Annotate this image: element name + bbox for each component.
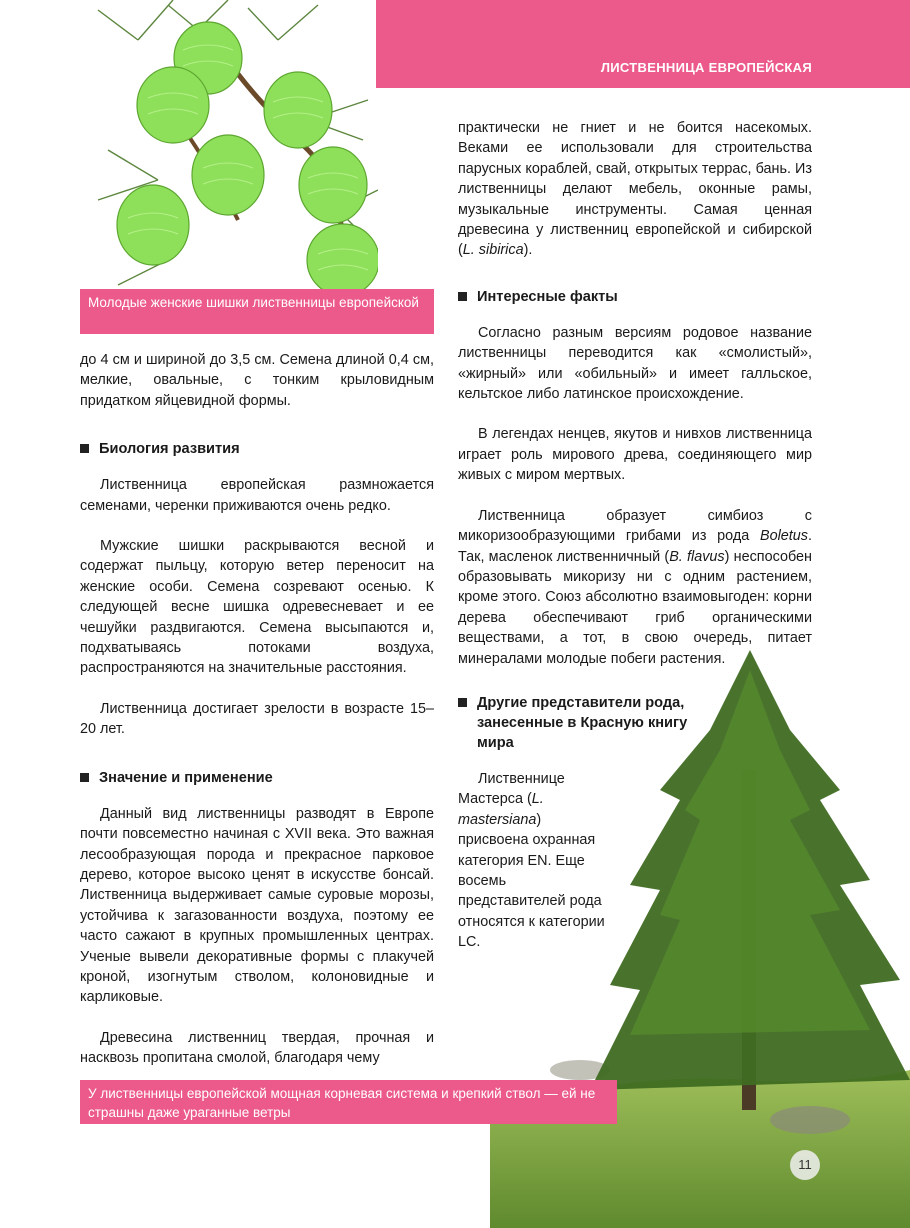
biology-paragraph-3: Лиственница достигает зрелости в возрасте 15–20 лет.	[80, 700, 434, 738]
latin-name: B. flavus	[669, 548, 725, 565]
heading-biology-text: Биология развития	[99, 441, 240, 458]
left-column	[80, 350, 434, 1069]
facts-paragraph-3: Лиственница образует симбиоз с микоризообразующими грибами из рода Boletus. Так, масленок лиственничный (B. flavus) неспособен образовывать микоризу ни с одним растением, кроме этого. Союз абсолютно взаимовыгоден: корни дерева обеспечивают гриб органическими веществами, а тот, в свою очередь, питает минералами молодые побеги растения.	[458, 507, 812, 667]
biology-paragraph-1: Лиственница европейская размножается семенами, черенки приживаются очень редко.	[80, 477, 434, 514]
heading-relatives	[458, 693, 688, 753]
photo-caption-tree: У лиственницы европейской мощная корневая система и крепкий ствол — ей не страшны даже ураганные ветры	[80, 1080, 617, 1124]
bullet-square-icon	[458, 698, 467, 707]
latin-name: L. mastersiana	[458, 791, 544, 828]
page-number: 11	[790, 1150, 820, 1180]
bullet-square-icon	[80, 773, 89, 782]
bullet-square-icon	[80, 444, 89, 453]
facts-paragraph-1: Согласно разным версиям родовое название лиственницы переводится как «смолистый», «жирный» или «обильный» и имеет галльское, кельтское либо латинское происхождение.	[458, 324, 812, 403]
bullet-square-icon	[458, 292, 467, 301]
facts-paragraph-2: В легендах ненцев, якутов и нивхов лиственница играет роль мирового древа, соединяющего мир живых с миром мертвых.	[458, 426, 812, 484]
right-column	[458, 118, 812, 953]
section-title: ЛИСТВЕННИЦА ЕВРОПЕЙСКАЯ	[600, 60, 812, 75]
heading-usage-text: Значение и применение	[99, 769, 273, 786]
latin-name: L. sibirica	[462, 242, 524, 259]
latin-name: Boletus	[760, 528, 808, 545]
photo-caption-cones: Молодые женские шишки лиственницы европейской	[80, 289, 434, 334]
larch-cones-photo	[78, 0, 378, 290]
intro-tail-paragraph: до 4 см и шириной до 3,5 см. Семена длиной 0,4 см, мелкие, овальные, с тонким крыловидным придатком яйцевидной формы.	[80, 352, 434, 409]
heading-relatives-text: Другие представители рода, занесенные в Красную книгу мира	[477, 694, 688, 751]
usage-paragraph-1: Данный вид лиственницы разводят в Европе почти повсеместно начиная с XVII века. Это важная лесообразующая порода и прекрасное парковое дерево, которое высоко ценят в искусстве бонсай. Лиственница выдерживает самые суровые морозы, устойчива к загазованности воздуха, поэтому ее часто сажают в крупных промышленных центрах. Ученые вывели декоративные формы с плакучей кроной, изогнутым стволом, колоновидные и карликовые.	[80, 805, 434, 1006]
relatives-paragraph: Лиственнице Мастерса (L. mastersiana) присвоена охранная категория EN. Еще восемь представителей рода относятся к категории LC.	[458, 770, 605, 951]
heading-facts-text: Интересные факты	[477, 288, 618, 305]
biology-paragraph-2: Мужские шишки раскрываются весной и содержат пыльцу, которую ветер переносит на женские особи. Семена созревают осенью. К следующей весне шишка одревесневает и ее чешуйки раздвигаются. Семена высыпаются и, подхватываясь потоками воздуха, распространяются на значительные расстояния.	[80, 538, 434, 677]
usage-paragraph-2: Древесина лиственниц твердая, прочная и насквозь пропитана смолой, благодаря чему	[80, 1029, 434, 1067]
usage-continuation-paragraph: практически не гниет и не боится насекомых. Веками ее использовали для строительства парусных кораблей, свай, открытых террас, бань. Из лиственницы делают мебель, оконные рамы, музыкальные инструменты. Самая ценная древесина у лиственниц европейской и сибирской (L. sibirica).	[458, 120, 812, 259]
heading-usage	[80, 768, 434, 788]
heading-facts	[458, 287, 812, 307]
heading-biology	[80, 439, 434, 459]
